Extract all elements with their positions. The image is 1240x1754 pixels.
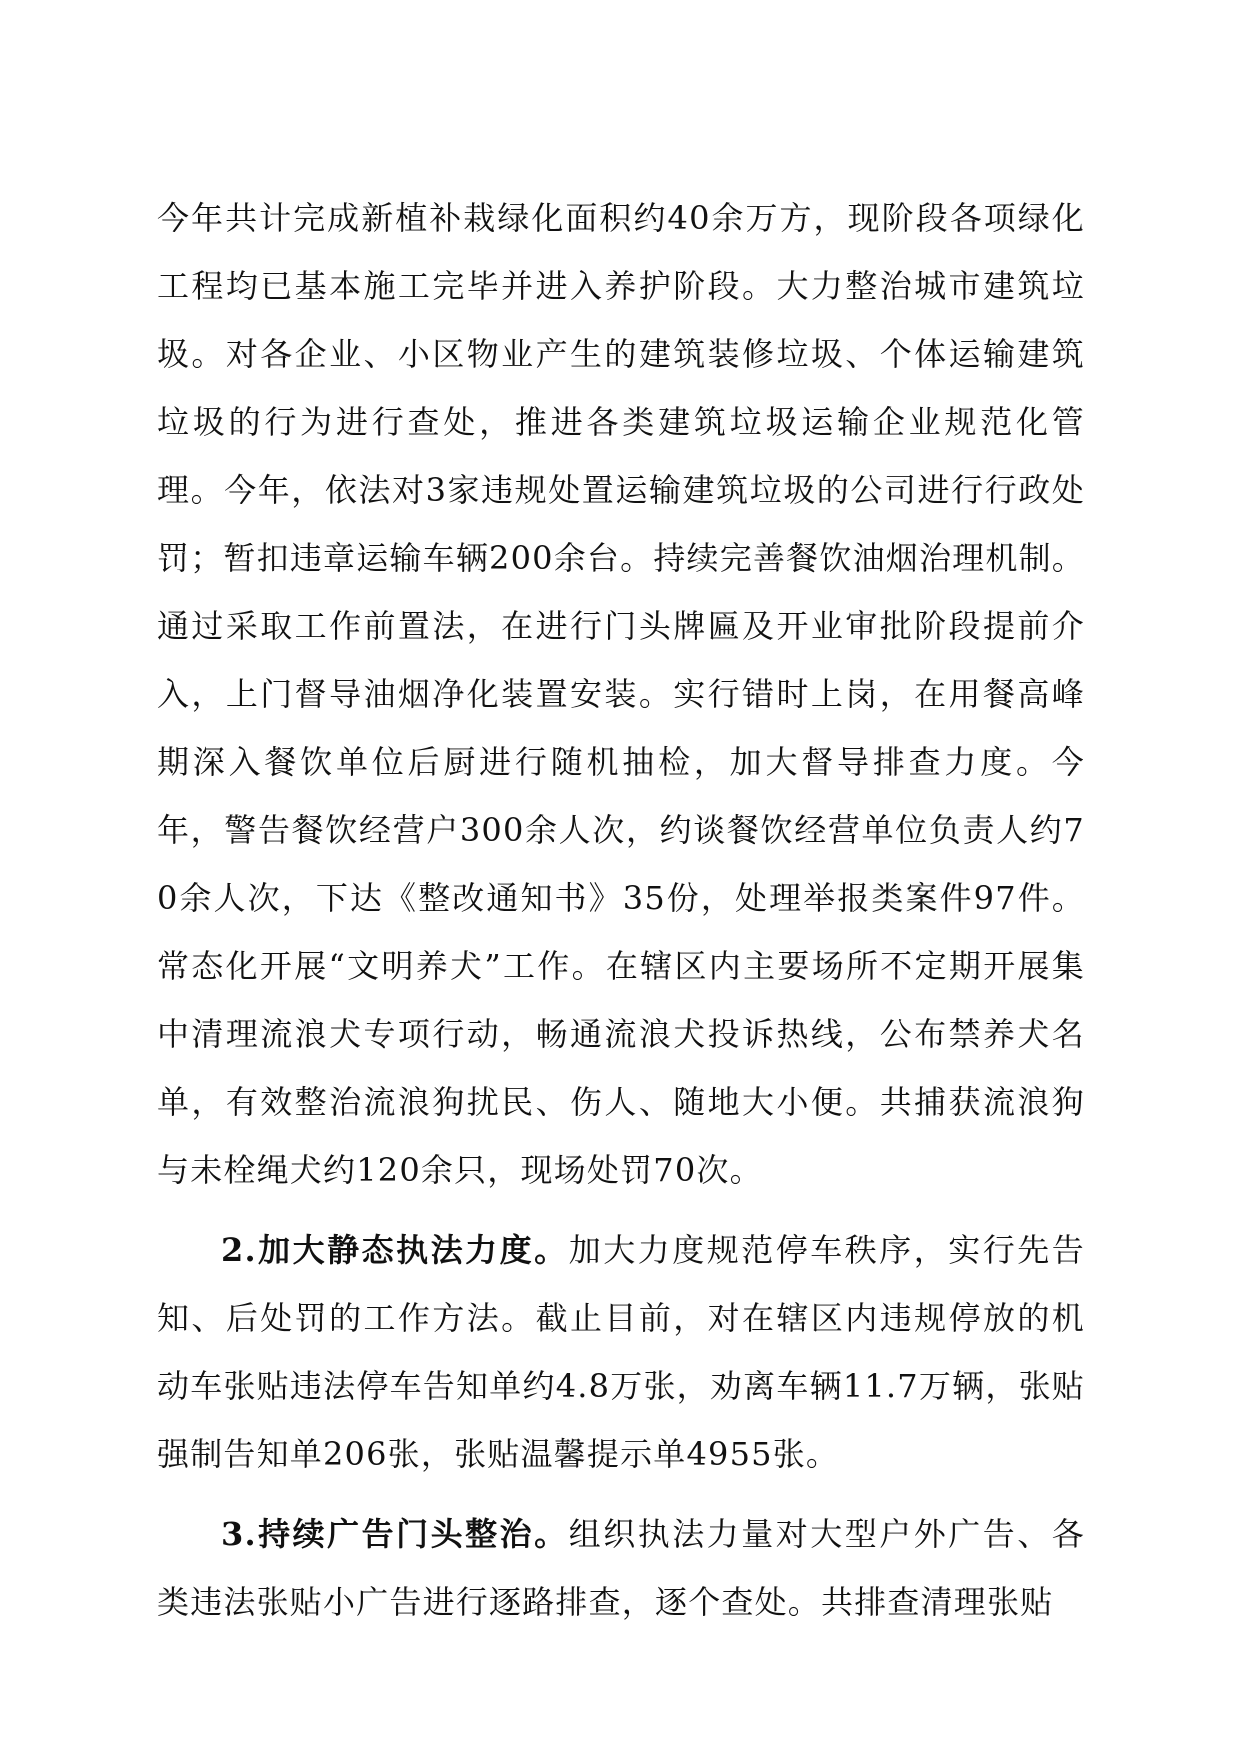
paragraph-3-heading: 3.持续广告门头整治。 — [221, 1515, 569, 1553]
paragraph-3-text: 组织执法力量对大型户外广告、各类违法张贴小广告进行逐路排查，逐个查处。共排查清理张贴 — [157, 1515, 1085, 1621]
paragraph-static-enforcement — [157, 1216, 1085, 1488]
document-body — [157, 184, 1085, 1636]
paragraph-greening-and-city-management — [157, 184, 1085, 1204]
paragraph-2-heading: 2.加大静态执法力度。 — [221, 1231, 569, 1269]
paragraph-1-text: 今年共计完成新植补栽绿化面积约40余万方，现阶段各项绿化工程均已基本施工完毕并进入养护阶段。大力整治城市建筑垃圾。对各企业、小区物业产生的建筑装修垃圾、个体运输建筑垃圾的行为进行查处，推进各类建筑垃圾运输企业规范化管理。今年，依法对3家违规处置运输建筑垃圾的公司进行行政处罚；暂扣违章运输车辆200余台。持续完善餐饮油烟治理机制。通过采取工作前置法，在进行门头牌匾及开业审批阶段提前介入，上门督导油烟净化装置安装。实行错时上岗，在用餐高峰期深入餐饮单位后厨进行随机抽检，加大督导排查力度。今年，警告餐饮经营户300余人次，约谈餐饮经营单位负责人约70余人次，下达《整改通知书》35份，处理举报类案件97件。常态化开展“文明养犬”工作。在辖区内主要场所不定期开展集中清理流浪犬专项行动，畅通流浪犬投诉热线，公布禁养犬名单，有效整治流浪狗扰民、伤人、随地大小便。共捕获流浪狗与未栓绳犬约120余只，现场处罚70次。 — [157, 199, 1085, 1189]
paragraph-advertising-rectification — [157, 1500, 1085, 1636]
paragraph-2-text: 加大力度规范停车秩序，实行先告知、后处罚的工作方法。截止目前，对在辖区内违规停放的机动车张贴违法停车告知单约4.8万张，劝离车辆11.7万辆，张贴强制告知单206张，张贴温馨提示单4955张。 — [157, 1231, 1085, 1473]
